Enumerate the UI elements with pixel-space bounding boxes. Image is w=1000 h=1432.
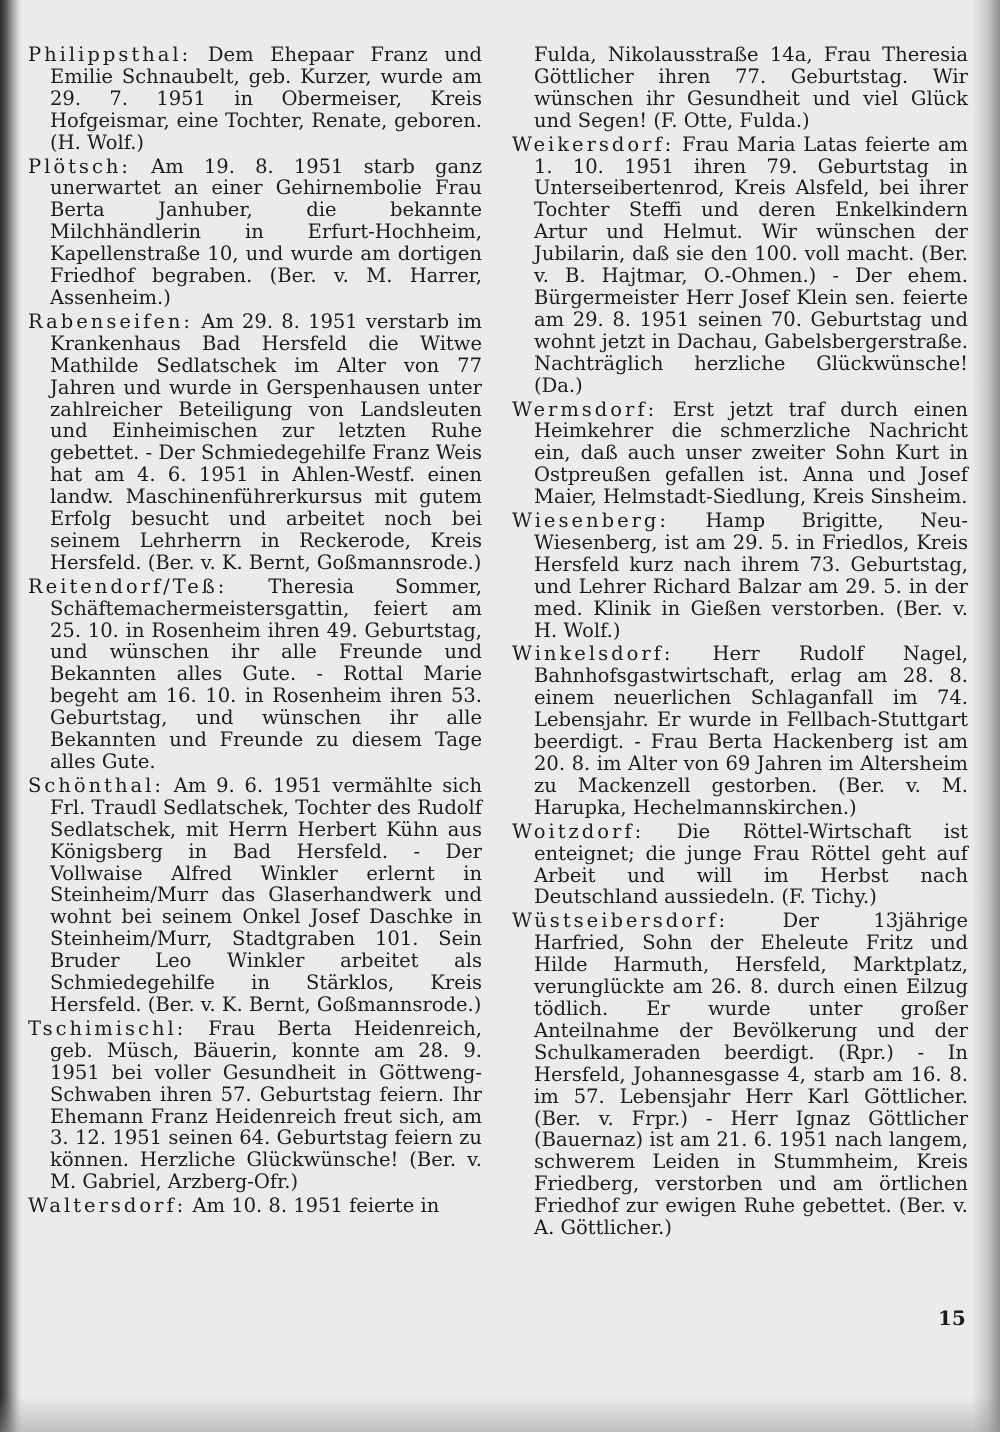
news-entry [512, 821, 968, 909]
news-entry [28, 1018, 482, 1193]
news-entry [28, 156, 482, 309]
entry-text: Dem Ehepaar Franz und Emilie Schnaubelt, geb. Kurzer, wurde am 29. 7. 1951 in Obermeiser, Kreis Hofgeismar, eine Tochter, Renate, geboren. (H. Wolf.) [50, 43, 483, 154]
news-entry [512, 643, 968, 818]
news-entry [28, 1195, 482, 1217]
right-column [512, 44, 968, 1241]
place-name: Woitzdorf: [512, 819, 645, 843]
news-entry [28, 775, 482, 1016]
place-name: Plötsch: [28, 154, 131, 178]
news-entry [512, 44, 968, 132]
entry-text: Die Röttel-Wirtschaft ist enteignet; die junge Frau Röttel geht auf Arbeit und will im Herbst nach Deutschland aussiedeln. (F. Tichy.) [534, 819, 969, 909]
news-entry [512, 399, 968, 509]
bottom-shadow [0, 1396, 1000, 1432]
place-name: Wüstseibersdorf: [512, 909, 729, 933]
entry-text: Herr Rudolf Nagel, Bahnhofsgastwirtschaft, erlag am 28. 8. einem neuerlichen Schlaganfall im 74. Lebensjahr. Er wurde in Fellbach-Stuttgart beerdigt. - Frau Berta Hackenberg ist am 20. 8. im Alter von 69 Jahren im Altersheim zu Mackenzell gestorben. (Ber. v. M. Harupka, Hechelmannskirchen.) [534, 642, 968, 819]
entry-text: Erst jetzt traf durch einen Heimkehrer die schmerzliche Nachricht ein, daß auch unser zweiter Sohn Kurt in Ostpreußen gefallen ist. Anna und Josef Maier, Helmstadt-Siedlung, Kreis Sinsheim. [534, 397, 968, 509]
place-name: Winkelsdorf: [512, 642, 674, 666]
entry-text: Am 29. 8. 1951 verstarb im Krankenhaus Bad Hersfeld die Witwe Mathilde Sedlatschek im Alter von 77 Jahren und wurde in Gerspenhausen unter zahlreicher Beteiligung von Landsleuten und Einheimischen zur letzten Ruhe gebettet. - Der Schmiedegehilfe Franz Weis hat am 4. 6. 1951 in Ahlen-Westf. einen landw. Maschinenführerkursus mit gutem Erfolg besucht und arbeitet noch bei seinem Lehrherrn in Reckerode, Kreis Hersfeld. (Ber. v. K. Bernt, Goßmannsrode.) [50, 309, 482, 574]
binding-shadow [0, 0, 22, 1432]
news-entry [512, 910, 968, 1239]
entry-text: Hamp Brigitte, Neu-Wiesenberg, ist am 29. 5. in Friedlos, Kreis Hersfeld kurz nach ihrem 73. Geburtstag, und Lehrer Richard Balzar am 29. 5. in der med. Klinik in Gießen verstorben. (Ber. v. H. Wolf.) [534, 509, 968, 642]
entry-text: Am 19. 8. 1951 starb ganz unerwartet an einer Gehirnembolie Frau Berta Janhuber, die bekannte Milchhändlerin in Erfurt-Hochheim, Kapellenstraße 10, und wurde am dortigen Friedhof begraben. (Ber. v. M. Harrer, Assenheim.) [50, 154, 482, 309]
page-edge [972, 0, 1000, 1432]
entry-text: Am 10. 8. 1951 feierte in [192, 1194, 440, 1218]
place-name: Wermsdorf: [512, 397, 658, 421]
place-name: Reitendorf/Teß: [28, 574, 228, 598]
entry-text: Frau Berta Heidenreich, geb. Müsch, Bäuerin, konnte am 28. 9. 1951 bei voller Gesundheit in Göttweng-Schwaben ihren 57. Geburtstag feiern. Ihr Ehemann Franz Heidenreich freut sich, am 3. 12. 1951 seinen 64. Geburtstag feiern zu können. Herzliche Glückwünsche! (Ber. v. M. Gabriel, Arzberg-Ofr.) [50, 1016, 483, 1194]
place-name: Schönthal: [28, 773, 164, 797]
news-entry [28, 311, 482, 574]
entry-text: Fulda, Nikolausstraße 14a, Frau Theresia Göttlicher ihren 77. Geburtstag. Wir wünschen ihr Gesundheit und viel Glück und Segen! (F. Otte, Fulda.) [534, 43, 968, 132]
news-entry [28, 576, 482, 773]
page-number: 15 [938, 1306, 966, 1330]
place-name: Philippsthal: [28, 43, 192, 66]
entry-text: Theresia Sommer, Schäftemachermeistersgattin, feiert am 25. 10. in Rosenheim ihren 49. Geburtstag, und wünschen ihr alle Freunde und Bekannten alles Gute. - Rottal Marie begeht am 16. 10. in Rosenheim ihren 53. Geburtstag, und wünschen ihr alle Bekannten und Freunde zu diesem Tage alles Gute. [50, 574, 482, 773]
entry-text: Der 13jährige Harfried, Sohn der Eheleute Fritz und Hilde Harmuth, Hersfeld, Marktplatz, verunglückte am 26. 8. durch einen Eilzug tödlich. Er wurde unter großer Anteilnahme der Bevölkerung und der Schulkameraden beerdigt. (Rpr.) - In Hersfeld, Johannesgasse 4, starb am 16. 8. im 57. Lebensjahr Herr Karl Göttlicher. (Ber. v. Frpr.) - Herr Ignaz Göttlicher (Bauernaz) ist am 21. 6. 1951 nach langem, schwerem Leiden in Stummheim, Kreis Friedberg, verstorben und am örtlichen Friedhof zur ewigen Ruhe gebettet. (Ber. v. A. Göttlicher.) [534, 909, 968, 1240]
news-entry [28, 44, 482, 154]
place-name: Tschimischl: [28, 1016, 187, 1040]
news-entry [512, 134, 968, 397]
news-entry [512, 510, 968, 641]
place-name: Weikersdorf: [512, 132, 675, 156]
place-name: Rabenseifen: [28, 309, 194, 333]
entry-text: Frau Maria Latas feierte am 1. 10. 1951 ihren 79. Geburtstag in Unterseibertenrod, Kreis Alsfeld, bei ihrer Tochter Steffi und deren Enkelkindern Artur und Helmut. Wir wünschen der Jubilarin, daß sie den 100. voll macht. (Ber. v. B. Hajtmar, O.-Ohmen.) - Der ehem. Bürgermeister Herr Josef Klein sen. feierte am 29. 8. 1951 seinen 70. Geburtstag und wohnt jetzt in Dachau, Gabelsbergerstraße. Nachträglich herzliche Glückwünsche! (Da.) [534, 132, 969, 397]
place-name: Wiesenberg: [512, 509, 669, 533]
place-name: Waltersdorf: [28, 1194, 187, 1218]
left-column [28, 44, 482, 1219]
entry-text: Am 9. 6. 1951 vermählte sich Frl. Traudl Sedlatschek, Tochter des Rudolf Sedlatschek, mit Herrn Herbert Kühn aus Königsberg in Bad Hersfeld. - Der Vollwaise Alfred Winkler erlernt in Steinheim/Murr das Glaserhandwerk und wohnt bei seinem Onkel Josef Daschke in Steinheim/Murr, Stadtgraben 101. Sein Bruder Leo Winkler arbeitet als Schmiedegehilfe in Stärklos, Kreis Hersfeld. (Ber. v. K. Bernt, Goßmannsrode.) [50, 773, 482, 1016]
